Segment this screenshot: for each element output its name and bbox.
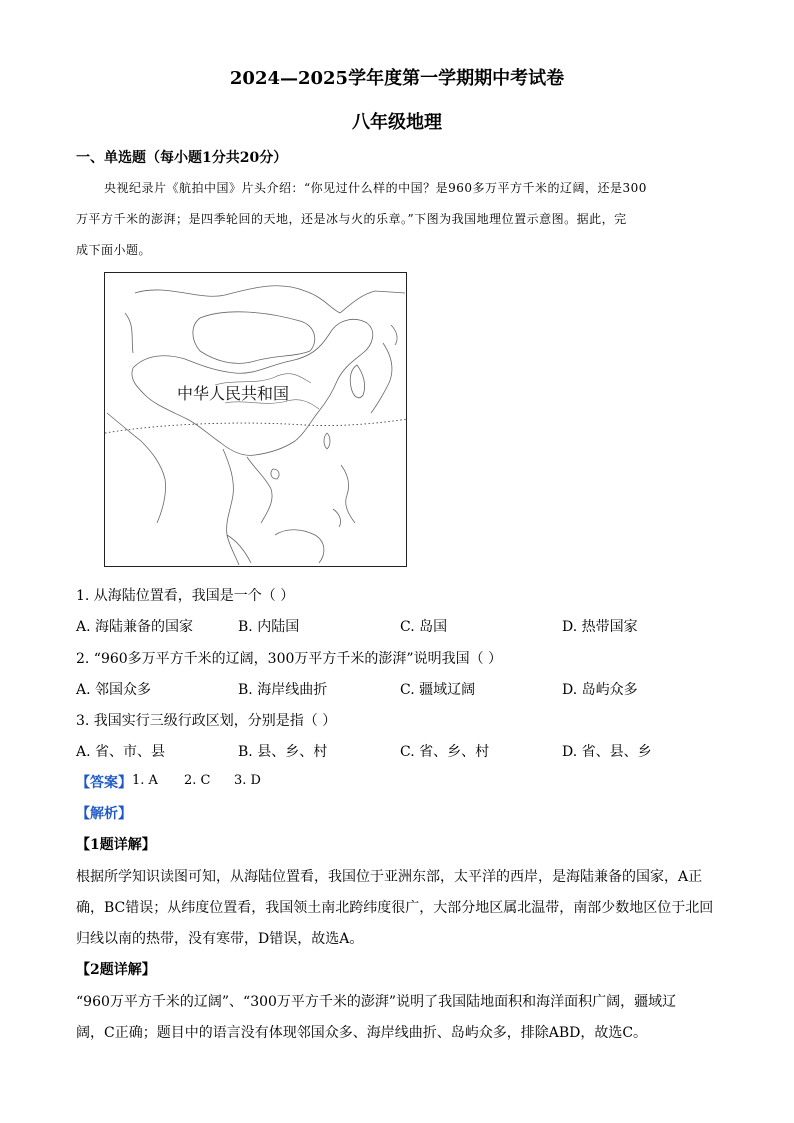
question-1-option-a: A. 海陆兼备的国家 — [76, 619, 194, 635]
question-1-option-d: D. 热带国家 — [562, 619, 638, 635]
question-3-option-a: A. 省、市、县 — [76, 744, 166, 760]
detail-1-line-2: 确，BC错误；从纬度位置看，我国领土南北跨纬度很广，大部分地区属北温带，南部少数地区位于北回 — [76, 900, 714, 916]
intro-line-2: 万平方千米的澎湃；是四季轮回的天地，还是冰与火的乐章。”下图为我国地理位置示意图。据此，完 — [76, 212, 627, 226]
answer-label: 【答案】 — [76, 775, 132, 791]
question-2-option-b: B. 海岸线曲折 — [238, 682, 328, 698]
question-1-option-b: B. 内陆国 — [238, 619, 300, 635]
analysis-label: 【解析】 — [76, 806, 132, 822]
china-location-map — [104, 272, 407, 567]
question-3-stem: 3. 我国实行三级行政区划，分别是指（ ） — [76, 713, 337, 729]
detail-1-heading: 【1题详解】 — [76, 837, 156, 853]
answer-item-2: 2. C — [184, 773, 211, 788]
question-1-stem: 1. 从海陆位置看，我国是一个（ ） — [76, 588, 295, 604]
detail-2-line-1: “960万平方千米的辽阔”、“300万平方千米的澎湃”说明了我国陆地面积和海洋面积广阔，疆域辽 — [76, 994, 677, 1010]
question-1-option-c: C. 岛国 — [400, 619, 448, 635]
map-outline-graphic — [105, 273, 407, 567]
map-country-label: 中华人民共和国 — [177, 384, 290, 403]
question-2-stem: 2. “960多万平方千米的辽阔，300万平方千米的澎湃”说明我国（ ） — [76, 651, 503, 667]
question-2-option-c: C. 疆域辽阔 — [400, 682, 476, 698]
question-3-option-c: C. 省、乡、村 — [400, 744, 490, 760]
intro-line-3: 成下面小题。 — [76, 243, 152, 257]
question-3-option-b: B. 县、乡、村 — [238, 744, 328, 760]
answer-item-1: 1. A — [132, 773, 158, 788]
intro-line-1: 央视纪录片《航拍中国》片头介绍：“你见过什么样的中国？是960多万平方千米的辽阔，还是300 — [104, 181, 647, 195]
question-2-option-d: D. 岛屿众多 — [562, 682, 638, 698]
detail-1-line-1: 根据所学知识读图可知，从海陆位置看，我国位于亚洲东部，太平洋的西岸，是海陆兼备的国家，A正 — [76, 869, 703, 885]
answer-item-3: 3. D — [234, 773, 261, 788]
detail-2-heading: 【2题详解】 — [76, 962, 156, 978]
exam-subtitle: 八年级地理 — [352, 112, 442, 133]
question-2-option-a: A. 邻国众多 — [76, 682, 152, 698]
exam-title: 2024—2025学年度第一学期期中考试卷 — [229, 68, 565, 89]
section-heading: 一、单选题（每小题1分共20分） — [76, 150, 288, 166]
detail-2-line-2: 阔，C正确；题目中的语言没有体现邻国众多、海岸线曲折、岛屿众多，排除ABD，故选C。 — [76, 1025, 648, 1041]
question-3-option-d: D. 省、县、乡 — [562, 744, 652, 760]
detail-1-line-3: 归线以南的热带，没有寒带，D错误，故选A。 — [76, 931, 364, 947]
